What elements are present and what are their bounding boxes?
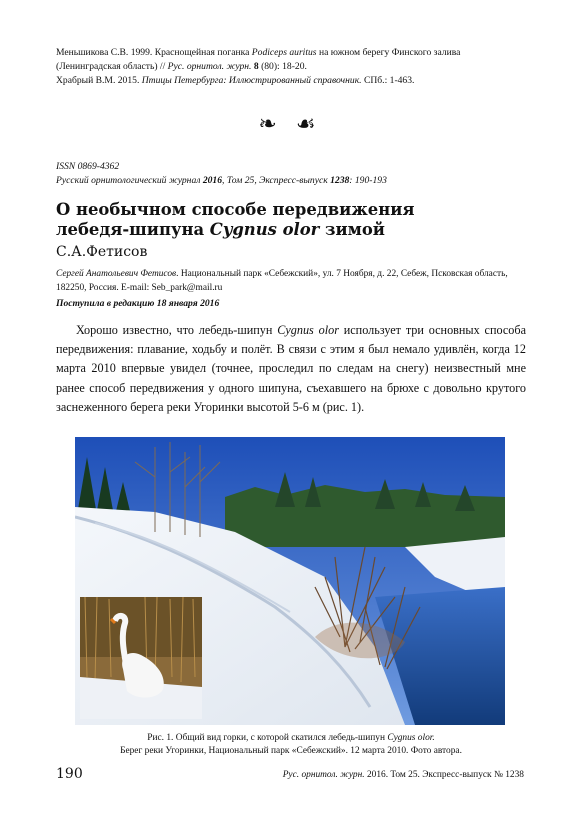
received-date: Поступила в редакцию 18 января 2016	[56, 298, 220, 309]
affiliation-name: Сергей Анатольевич Фетисов	[56, 269, 177, 279]
ref-book-title: Птицы Петербурга: Иллюстрированный справочник.	[139, 75, 362, 87]
ref-title-rest: на южном берегу Финского залива (Ленинградская область) //	[56, 47, 461, 73]
body-species: Cygnus olor	[277, 323, 339, 337]
title-part-end: зимой	[319, 220, 385, 239]
figure-photo	[75, 437, 505, 725]
caption-text: Рис. 1. Общий вид горки, с которой скатился лебедь-шипун	[147, 733, 388, 743]
title-species: Cygnus olor	[209, 220, 320, 239]
issn-block	[56, 160, 387, 188]
figure-caption	[56, 732, 526, 759]
footer-journal: Рус. орнитол. журн.	[282, 770, 365, 780]
body-text-a: Хорошо известно, что лебедь-шипун	[76, 323, 278, 337]
caption-line-1	[56, 732, 526, 745]
issn: ISSN 0869-4362	[56, 161, 120, 172]
reference-khrabry	[56, 74, 526, 88]
citation-issue: 1238	[330, 175, 350, 186]
affiliation-address: . Национальный парк «Себежский», ул. 7 Ноября, д. 22, Себеж, Псковская область, 182250, Россия. E-mail: Seb_park@mail.ru	[56, 269, 508, 293]
ref-journal: Рус. орнитол. журн.	[167, 61, 252, 73]
citation-line	[56, 174, 387, 188]
running-footer	[283, 770, 524, 780]
ref-species: Podiceps auritus	[251, 47, 317, 58]
body-text-b: использует три основных способа передвижения: плавание, ходьбу и полёт. В связи с этим я был немало удивлён, когда 12 марта 2010 впервые увидел (точнее, проследил по следам на снегу) неизвестный мне ранее способ передвижения у одного шипуна, съехавшего на брюхе с довольно крутого заснеженного берега реки Угоринки высотой 5-6 м (рис. 1).	[56, 323, 526, 414]
citation-volume: , Том 25, Экспресс-выпуск	[222, 175, 331, 186]
author: С.А.Фетисов	[56, 244, 148, 260]
section-ornament: ❧ ☙	[258, 112, 322, 137]
photo-snowy-riverbank	[75, 437, 505, 725]
ref-volume: 8	[251, 61, 259, 73]
ref-author: Храбрый В.М. 2015.	[56, 75, 140, 87]
body-paragraph	[56, 321, 526, 417]
ref-title: Краснощейная поганка	[152, 47, 252, 58]
title-line-2	[56, 220, 526, 240]
page-number: 190	[56, 766, 83, 782]
title-part: лебедя-шипуна	[56, 220, 210, 239]
ref-publisher: СПб.: 1-463.	[361, 75, 415, 87]
affiliation	[56, 268, 526, 295]
references	[56, 46, 526, 89]
article-title	[56, 200, 526, 240]
caption-line-2: Берег реки Угоринки, Национальный парк «Себежский». 12 марта 2010. Фото автора.	[120, 746, 462, 757]
footer-issue: 2016. Том 25. Экспресс-выпуск № 1238	[364, 770, 524, 780]
reference-menshikova	[56, 46, 526, 74]
citation-journal: Русский орнитологический журнал	[56, 175, 203, 186]
citation-year: 2016	[202, 175, 223, 186]
ref-author: Меньшикова С.В. 1999.	[56, 47, 153, 58]
ref-pages: (80): 18-20.	[258, 61, 307, 73]
caption-species: Cygnus olor.	[387, 733, 435, 743]
title-line-1: О необычном способе передвижения	[56, 200, 415, 219]
citation-pages: : 190-193	[349, 175, 387, 186]
